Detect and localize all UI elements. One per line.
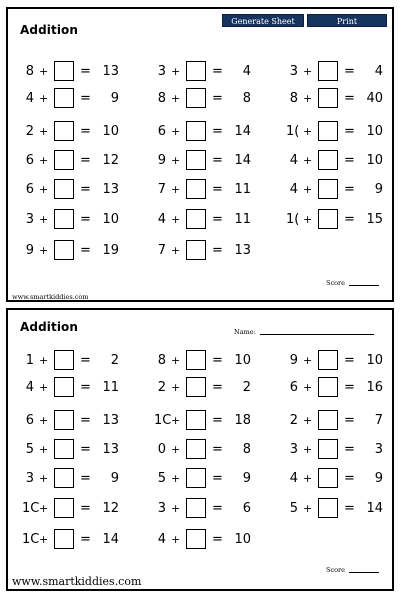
- answer-box[interactable]: [54, 179, 74, 199]
- answer-box[interactable]: [186, 468, 206, 488]
- plus-sign: +: [39, 92, 49, 105]
- answer-box[interactable]: [318, 209, 338, 229]
- answer-box[interactable]: [186, 377, 206, 397]
- problem-item: [22, 121, 142, 143]
- sum: 4: [242, 64, 251, 79]
- plus-sign: +: [39, 381, 49, 394]
- problem-item: [22, 529, 142, 551]
- sum: 13: [102, 64, 119, 79]
- sum: 11: [234, 182, 251, 197]
- plus-sign: +: [171, 125, 181, 138]
- sum: 8: [242, 442, 251, 457]
- addend: 5: [25, 442, 34, 457]
- equals-sign: =: [344, 442, 355, 457]
- answer-box[interactable]: [54, 468, 74, 488]
- addend: 9: [289, 353, 298, 368]
- answer-box[interactable]: [186, 150, 206, 170]
- score-line[interactable]: [349, 572, 379, 573]
- sum: 9: [110, 91, 119, 106]
- answer-box[interactable]: [186, 88, 206, 108]
- addend: 3: [289, 442, 298, 457]
- answer-box[interactable]: [318, 468, 338, 488]
- plus-sign: +: [303, 65, 313, 78]
- problem-item: [22, 240, 142, 262]
- sum: 14: [366, 501, 383, 516]
- score-line[interactable]: [349, 285, 379, 286]
- problem-item: [286, 88, 406, 110]
- name-line[interactable]: [260, 334, 374, 335]
- equals-sign: =: [80, 212, 91, 227]
- equals-sign: =: [212, 212, 223, 227]
- equals-sign: =: [212, 64, 223, 79]
- problem-item: [154, 240, 274, 262]
- answer-box[interactable]: [186, 410, 206, 430]
- equals-sign: =: [80, 64, 91, 79]
- equals-sign: =: [80, 91, 91, 106]
- problem-item: [154, 209, 274, 231]
- addend: 8: [25, 64, 34, 79]
- problem-item: [286, 179, 406, 201]
- equals-sign: =: [344, 64, 355, 79]
- addend: 2: [157, 380, 166, 395]
- plus-sign: +: [171, 65, 181, 78]
- problem-item: [154, 468, 274, 490]
- plus-sign: +: [303, 125, 313, 138]
- addend: 1C: [22, 501, 40, 516]
- footer-url: www.smartkiddies.com: [12, 575, 142, 588]
- sum: 10: [366, 124, 383, 139]
- plus-sign: +: [303, 472, 313, 485]
- answer-box[interactable]: [186, 498, 206, 518]
- equals-sign: =: [80, 380, 91, 395]
- addend: 5: [289, 501, 298, 516]
- sum: 12: [102, 501, 119, 516]
- sum: 7: [374, 413, 383, 428]
- score-label: Score: [326, 566, 345, 574]
- answer-box[interactable]: [318, 410, 338, 430]
- equals-sign: =: [212, 413, 223, 428]
- addend: 1(: [286, 124, 300, 139]
- sum: 10: [234, 532, 251, 547]
- equals-sign: =: [344, 413, 355, 428]
- sum: 14: [234, 153, 251, 168]
- problem-item: [286, 61, 406, 83]
- addend: 3: [25, 212, 34, 227]
- equals-sign: =: [344, 212, 355, 227]
- problem-item: [286, 439, 406, 461]
- plus-sign: +: [39, 65, 49, 78]
- sum: 40: [366, 91, 383, 106]
- answer-box[interactable]: [318, 61, 338, 81]
- problem-item: [286, 150, 406, 172]
- plus-sign: +: [303, 414, 313, 427]
- addend: 1C: [22, 532, 40, 547]
- answer-box[interactable]: [318, 150, 338, 170]
- worksheet-title: Addition: [20, 320, 79, 334]
- equals-sign: =: [344, 91, 355, 106]
- answer-box[interactable]: [186, 439, 206, 459]
- problem-item: [22, 209, 142, 231]
- answer-box[interactable]: [186, 179, 206, 199]
- sum: 14: [102, 532, 119, 547]
- plus-sign: +: [39, 213, 49, 226]
- plus-sign: +: [39, 183, 49, 196]
- plus-sign: +: [171, 443, 181, 456]
- problem-item: [154, 179, 274, 201]
- sum: 10: [366, 353, 383, 368]
- worksheet-bottom: [6, 308, 394, 591]
- addend: 3: [25, 471, 34, 486]
- addend: 8: [289, 91, 298, 106]
- plus-sign: +: [171, 244, 181, 257]
- plus-sign: +: [39, 244, 49, 257]
- problem-item: [22, 150, 142, 172]
- addend: 4: [25, 91, 34, 106]
- footer-url: www.smartkiddies.com: [12, 293, 89, 301]
- plus-sign: +: [303, 354, 313, 367]
- answer-box[interactable]: [54, 410, 74, 430]
- answer-box[interactable]: [54, 529, 74, 549]
- addend: 1C: [154, 413, 172, 428]
- sum: 11: [234, 212, 251, 227]
- equals-sign: =: [212, 182, 223, 197]
- plus-sign: +: [303, 213, 313, 226]
- addend: 3: [157, 501, 166, 516]
- answer-box[interactable]: [54, 439, 74, 459]
- addend: 2: [25, 124, 34, 139]
- answer-box[interactable]: [186, 61, 206, 81]
- equals-sign: =: [80, 153, 91, 168]
- answer-box[interactable]: [318, 88, 338, 108]
- sum: 4: [374, 64, 383, 79]
- answer-box[interactable]: [318, 121, 338, 141]
- equals-sign: =: [344, 353, 355, 368]
- equals-sign: =: [212, 442, 223, 457]
- answer-box[interactable]: [186, 529, 206, 549]
- problem-item: [154, 377, 274, 399]
- addend: 1: [25, 353, 34, 368]
- answer-box[interactable]: [54, 88, 74, 108]
- addend: 6: [25, 413, 34, 428]
- equals-sign: =: [344, 380, 355, 395]
- sum: 10: [102, 124, 119, 139]
- plus-sign: +: [39, 502, 49, 515]
- score-field: [326, 566, 379, 574]
- problem-item: [154, 439, 274, 461]
- equals-sign: =: [80, 243, 91, 258]
- equals-sign: =: [212, 380, 223, 395]
- answer-box[interactable]: [318, 179, 338, 199]
- sum: 12: [102, 153, 119, 168]
- answer-box[interactable]: [54, 240, 74, 260]
- equals-sign: =: [212, 243, 223, 258]
- addend: 6: [157, 124, 166, 139]
- plus-sign: +: [303, 183, 313, 196]
- sum: 9: [242, 471, 251, 486]
- answer-box[interactable]: [54, 498, 74, 518]
- problem-item: [22, 377, 142, 399]
- sum: 10: [102, 212, 119, 227]
- sum: 9: [110, 471, 119, 486]
- answer-box[interactable]: [54, 61, 74, 81]
- plus-sign: +: [171, 533, 181, 546]
- problem-item: [286, 468, 406, 490]
- equals-sign: =: [344, 153, 355, 168]
- plus-sign: +: [303, 381, 313, 394]
- sum: 2: [242, 380, 251, 395]
- problem-item: [154, 150, 274, 172]
- problem-item: [154, 350, 274, 372]
- sum: 3: [374, 442, 383, 457]
- problem-item: [22, 61, 142, 83]
- sum: 13: [234, 243, 251, 258]
- addend: 9: [157, 153, 166, 168]
- equals-sign: =: [344, 471, 355, 486]
- answer-box[interactable]: [54, 350, 74, 370]
- plus-sign: +: [171, 154, 181, 167]
- score-label: Score: [326, 279, 345, 287]
- addend: 4: [289, 182, 298, 197]
- plus-sign: +: [39, 125, 49, 138]
- plus-sign: +: [303, 502, 313, 515]
- plus-sign: +: [171, 92, 181, 105]
- sum: 13: [102, 182, 119, 197]
- plus-sign: +: [303, 443, 313, 456]
- problem-item: [286, 209, 406, 231]
- equals-sign: =: [212, 353, 223, 368]
- plus-sign: +: [171, 354, 181, 367]
- generate-sheet-button[interactable]: Generate Sheet: [222, 14, 304, 27]
- equals-sign: =: [344, 182, 355, 197]
- answer-box[interactable]: [54, 121, 74, 141]
- sum: 6: [242, 501, 251, 516]
- plus-sign: +: [39, 354, 49, 367]
- addend: 8: [157, 353, 166, 368]
- answer-box[interactable]: [318, 350, 338, 370]
- answer-box[interactable]: [186, 121, 206, 141]
- sum: 19: [102, 243, 119, 258]
- equals-sign: =: [344, 124, 355, 139]
- plus-sign: +: [171, 213, 181, 226]
- answer-box[interactable]: [186, 240, 206, 260]
- answer-box[interactable]: [318, 377, 338, 397]
- plus-sign: +: [171, 183, 181, 196]
- answer-box[interactable]: [318, 498, 338, 518]
- problem-item: [286, 350, 406, 372]
- problem-item: [154, 88, 274, 110]
- equals-sign: =: [80, 532, 91, 547]
- problem-item: [22, 88, 142, 110]
- worksheet-title: Addition: [20, 23, 79, 37]
- sum: 13: [102, 413, 119, 428]
- addend: 0: [157, 442, 166, 457]
- sum: 8: [242, 91, 251, 106]
- addend: 6: [289, 380, 298, 395]
- equals-sign: =: [80, 471, 91, 486]
- equals-sign: =: [80, 182, 91, 197]
- problem-item: [286, 121, 406, 143]
- problem-item: [22, 350, 142, 372]
- sum: 16: [366, 380, 383, 395]
- problem-item: [154, 61, 274, 83]
- answer-box[interactable]: [54, 209, 74, 229]
- addend: 4: [157, 212, 166, 227]
- problem-item: [22, 498, 142, 520]
- problem-item: [22, 468, 142, 490]
- plus-sign: +: [39, 533, 49, 546]
- equals-sign: =: [212, 153, 223, 168]
- plus-sign: +: [171, 414, 181, 427]
- equals-sign: =: [80, 442, 91, 457]
- addend: 8: [157, 91, 166, 106]
- equals-sign: =: [80, 353, 91, 368]
- addend: 4: [289, 153, 298, 168]
- addend: 3: [289, 64, 298, 79]
- addend: 6: [25, 153, 34, 168]
- addend: 7: [157, 182, 166, 197]
- equals-sign: =: [212, 471, 223, 486]
- plus-sign: +: [303, 154, 313, 167]
- answer-box[interactable]: [54, 150, 74, 170]
- name-field: [234, 328, 374, 336]
- sum: 13: [102, 442, 119, 457]
- equals-sign: =: [212, 124, 223, 139]
- answer-box[interactable]: [54, 377, 74, 397]
- equals-sign: =: [344, 501, 355, 516]
- plus-sign: +: [171, 381, 181, 394]
- sum: 10: [234, 353, 251, 368]
- answer-box[interactable]: [186, 209, 206, 229]
- equals-sign: =: [80, 124, 91, 139]
- sum: 15: [366, 212, 383, 227]
- name-label: Name:: [234, 328, 256, 336]
- sum: 18: [234, 413, 251, 428]
- addend: 3: [157, 64, 166, 79]
- problem-item: [286, 377, 406, 399]
- equals-sign: =: [212, 532, 223, 547]
- problem-item: [22, 410, 142, 432]
- problem-item: [22, 179, 142, 201]
- equals-sign: =: [212, 501, 223, 516]
- equals-sign: =: [212, 91, 223, 106]
- addend: 4: [289, 471, 298, 486]
- plus-sign: +: [171, 472, 181, 485]
- plus-sign: +: [39, 472, 49, 485]
- sum: 10: [366, 153, 383, 168]
- addend: 7: [157, 243, 166, 258]
- problem-item: [154, 498, 274, 520]
- answer-box[interactable]: [318, 439, 338, 459]
- problem-item: [154, 529, 274, 551]
- sum: 9: [374, 471, 383, 486]
- worksheet-top: [6, 7, 394, 302]
- addend: 4: [25, 380, 34, 395]
- print-button[interactable]: Print: [307, 14, 387, 27]
- addend: 9: [25, 243, 34, 258]
- sum: 14: [234, 124, 251, 139]
- plus-sign: +: [39, 154, 49, 167]
- addend: 4: [157, 532, 166, 547]
- problem-item: [154, 410, 274, 432]
- addend: 2: [289, 413, 298, 428]
- equals-sign: =: [80, 413, 91, 428]
- plus-sign: +: [39, 443, 49, 456]
- problem-item: [154, 121, 274, 143]
- equals-sign: =: [80, 501, 91, 516]
- addend: 1(: [286, 212, 300, 227]
- problem-item: [22, 439, 142, 461]
- addend: 5: [157, 471, 166, 486]
- score-field: [326, 279, 379, 287]
- sum: 9: [374, 182, 383, 197]
- sum: 2: [110, 353, 119, 368]
- problem-item: [286, 498, 406, 520]
- plus-sign: +: [303, 92, 313, 105]
- plus-sign: +: [171, 502, 181, 515]
- problem-item: [286, 410, 406, 432]
- plus-sign: +: [39, 414, 49, 427]
- answer-box[interactable]: [186, 350, 206, 370]
- addend: 6: [25, 182, 34, 197]
- sum: 11: [102, 380, 119, 395]
